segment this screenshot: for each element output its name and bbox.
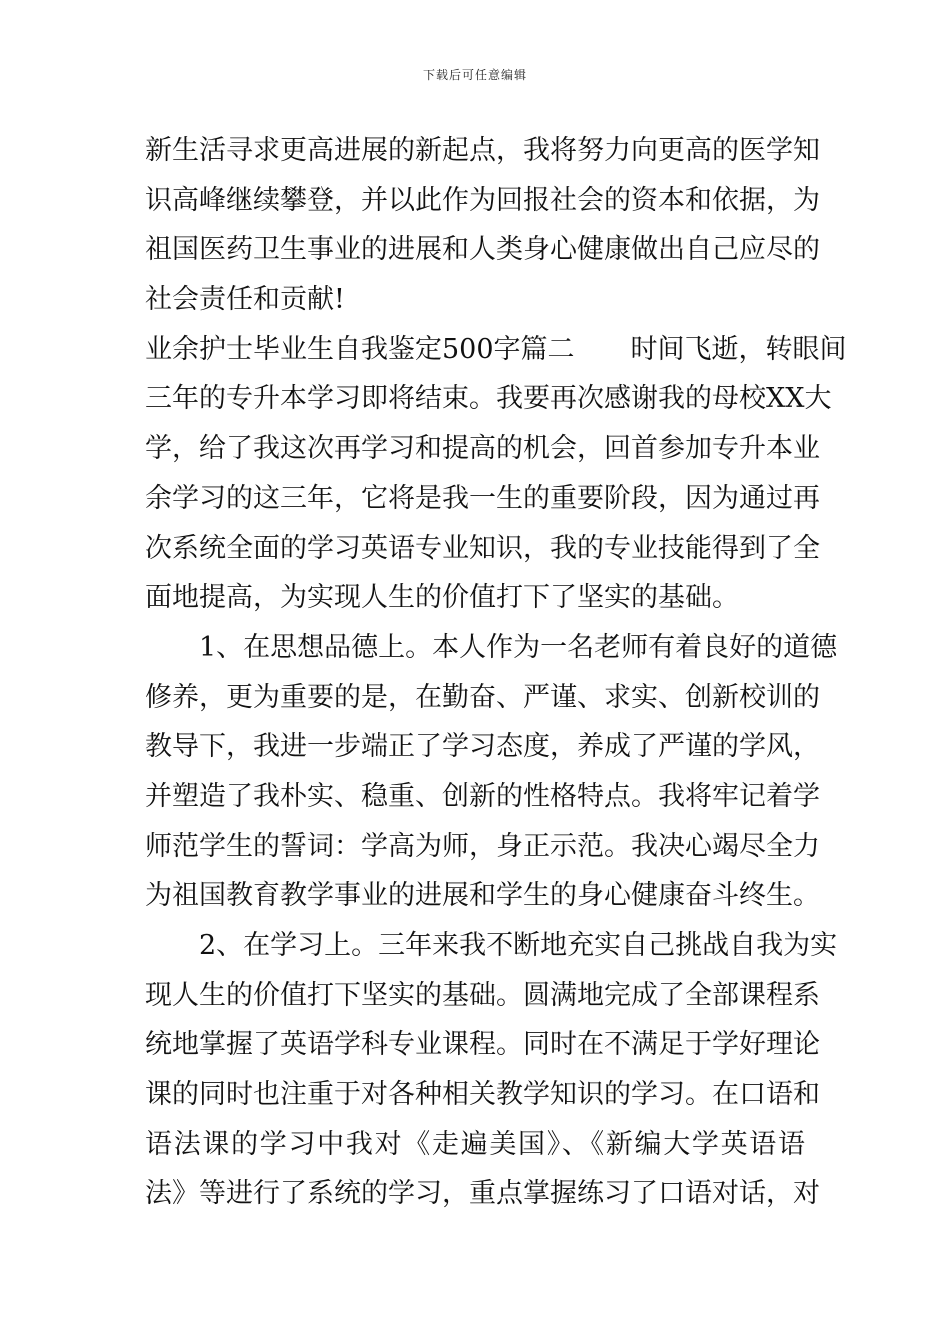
text-line: 面地提高，为实现人生的价值打下了坚实的基础。 (145, 582, 739, 614)
text-line: 余学习的这三年，它将是我一生的重要阶段，因为通过再 (145, 482, 820, 514)
text-line: 统地掌握了英语学科专业课程。同时在不满足于学好理论 (145, 1029, 820, 1061)
section-title: 业余护士毕业生自我鉴定500字篇二 (145, 333, 575, 365)
text-line: 学，给了我这次再学习和提高的机会，回首参加专升本业 (145, 433, 820, 465)
document-body (145, 126, 847, 1219)
text-line: 社会责任和贡献! (145, 284, 345, 316)
text-line: 识高峰继续攀登，并以此作为回报社会的资本和依据，为 (145, 184, 820, 216)
text-fragment: 时间飞逝，转眼间 (630, 333, 847, 365)
text-line: 课的同时也注重于对各种相关教学知识的学习。在口语和 (145, 1079, 820, 1111)
text-line: 新生活寻求更高进展的新起点，我将努力向更高的医学知 (145, 135, 820, 166)
paragraph-first-line: 2、在学习上。三年来我不断地充实自己挑战自我为实 (199, 930, 838, 961)
text-line: 现人生的价值打下坚实的基础。圆满地完成了全部课程系 (145, 979, 820, 1011)
text-line: 次系统全面的学习英语专业知识，我的专业技能得到了全 (145, 532, 820, 564)
section-heading-line (145, 325, 847, 375)
text-line: 修养，更为重要的是，在勤奋、严谨、求实、创新校训的 (145, 681, 820, 713)
text-line: 为祖国教育教学事业的进展和学生的身心健康奋斗终生。 (145, 880, 820, 912)
paragraph-first-line: 1、在思想品德上。本人作为一名老师有着良好的道德 (199, 631, 838, 663)
text-line: 三年的专升本学习即将结束。我要再次感谢我的母校XX大 (145, 383, 832, 415)
text-line: 并塑造了我朴实、稳重、创新的性格特点。我将牢记着学 (145, 780, 820, 812)
page-header: 下载后可任意编辑 (422, 68, 527, 82)
text-line: 语法课的学习中我对《走遍美国》、《新编大学英语语 (145, 1128, 805, 1160)
text-line: 教导下，我进一步端正了学习态度，养成了严谨的学风， (145, 731, 820, 763)
text-line: 祖国医药卫生事业的进展和人类身心健康做出自己应尽的 (145, 234, 820, 266)
text-line: 师范学生的誓词：学高为师，身正示范。我决心竭尽全力 (145, 830, 820, 862)
text-line: 法》等进行了系统的学习，重点掌握练习了口语对话，对 (145, 1178, 820, 1210)
